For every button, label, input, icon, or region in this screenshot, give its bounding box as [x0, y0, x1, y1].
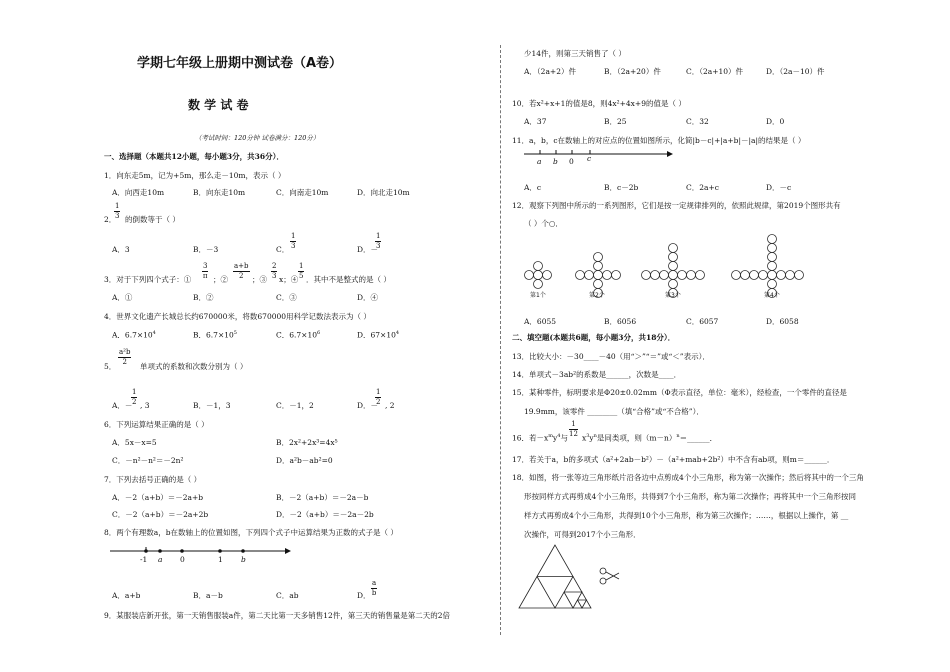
- q8-option-a[interactable]: A．a+b: [112, 591, 141, 600]
- q12-option-c[interactable]: C．6057: [686, 317, 719, 326]
- q3-option-d[interactable]: D．④: [357, 293, 379, 302]
- q14: 14．单项式－3ab²的系数是______，次数是____．: [512, 370, 682, 379]
- q12-label-1: 第1个: [530, 292, 546, 299]
- q9-option-c[interactable]: C．（2a+10）件: [686, 67, 744, 76]
- q3-option-c[interactable]: C．③: [276, 293, 297, 302]
- q13: 13．比较大小：－30____－40（用“＞”“＝”或“＜”表示）．: [512, 352, 710, 361]
- q11-option-b[interactable]: B．c－2b: [604, 183, 639, 192]
- q6-option-a[interactable]: A．5x－x=5: [112, 438, 157, 447]
- q18-triangle-figure: [515, 543, 625, 613]
- pattern-2: [576, 253, 621, 298]
- q3-part-2: ；②: [213, 275, 228, 284]
- q10-option-d[interactable]: D．0: [766, 117, 785, 126]
- q4-option-a[interactable]: A．$6.7\times 10^4$: [112, 330, 156, 340]
- q1-option-d[interactable]: D．向北走10m: [357, 188, 410, 197]
- pattern-3: [642, 244, 705, 298]
- q9-option-d[interactable]: D．（2a－10）件: [766, 67, 825, 76]
- q10-option-c[interactable]: C．32: [686, 117, 709, 126]
- q11-option-c[interactable]: C．2a+c: [686, 183, 719, 192]
- q11-option-d[interactable]: D．－c: [766, 183, 792, 192]
- q12-option-a[interactable]: A．6055: [524, 317, 557, 326]
- q11-number-line: [524, 148, 674, 162]
- q3-part-4: x；④: [279, 275, 299, 284]
- section-2-heading: 二、填空题(本题共6题，每小题3分，共18分）．: [512, 333, 676, 342]
- pattern-1: [525, 262, 552, 289]
- q12-label-2: 第2个: [589, 292, 605, 299]
- q5-option-d[interactable]: D．－: [357, 401, 379, 410]
- q3-stem: 3．对于下列四个式子：①: [104, 275, 192, 284]
- q5-d-fraction: $\frac{1}{2}$: [376, 388, 381, 406]
- q2-option-a[interactable]: A．3: [112, 245, 130, 254]
- q8-d-fraction: $\frac{a}{b}$: [371, 579, 377, 597]
- q7-option-a[interactable]: A．－2（a+b）＝－2a+b: [112, 493, 204, 502]
- q2-fraction: $\frac{1}{3}$: [115, 202, 120, 220]
- q6-option-d[interactable]: D．a²b－ab²=0: [276, 456, 333, 465]
- q2-option-d[interactable]: D．－: [357, 245, 379, 254]
- q11-axis-label-c: c: [587, 154, 592, 163]
- q5-a-fraction: $\frac{1}{2}$: [132, 388, 137, 406]
- q2-option-c[interactable]: C．: [276, 245, 290, 254]
- q5-option-a-tail: , 3: [140, 401, 150, 410]
- q7-option-b[interactable]: B．－2（a+b）＝－2a－b: [276, 493, 369, 502]
- q12-option-b[interactable]: B．6056: [604, 317, 637, 326]
- q3-tail: ．其中不是整式的是（ ）: [306, 275, 391, 284]
- pattern-4: [732, 235, 804, 298]
- q12-option-d[interactable]: D．6058: [766, 317, 799, 326]
- exam-info: （考试时间：120分钟 试卷满分：120分）: [195, 134, 320, 142]
- q4-option-d[interactable]: D．$67\times 10^4$: [357, 330, 400, 340]
- q3-option-b[interactable]: B．②: [193, 293, 214, 302]
- q11-axis-label-b: b: [553, 157, 558, 166]
- q3-frac-2: $\frac{a+b}{2}$: [234, 262, 249, 280]
- q12-label-3: 第3个: [665, 292, 681, 299]
- q18-line-1: 18．如图，将一张等边三角形纸片沿各边中点剪成4个小三角形，称为第一次操作；然后将其中的一个三角: [512, 473, 864, 482]
- q10-option-a[interactable]: A．37: [524, 117, 547, 126]
- q7-stem: 7．下列去括号正确的是（ ）: [104, 475, 202, 484]
- q12-stem-2: （ ）个○．: [524, 219, 563, 228]
- q8-axis-label-b: b: [241, 555, 246, 564]
- q9-option-b[interactable]: B．（2a+20）件: [604, 67, 661, 76]
- q18-line-4: 次操作，可得到2017个小三角形．: [524, 530, 641, 539]
- q5-option-c[interactable]: C．－1，2: [276, 401, 314, 410]
- q11-option-a[interactable]: A．c: [524, 183, 542, 192]
- q5-fraction: $\frac{\text{a²b}}{2}$: [119, 348, 131, 366]
- q11-axis-label-a: a: [537, 157, 542, 166]
- paper-subtitle: 数 学 试 卷: [188, 98, 249, 112]
- q16-fraction: $\frac{1}{12}$: [569, 420, 578, 438]
- q4-stem: 4．世界文化遗产长城总长约670000米，将数670000用科学记数法表示为（ ）: [104, 312, 371, 321]
- q7-option-c[interactable]: C．－2（a+b）＝－2a+2b: [112, 510, 209, 519]
- q2-stem: 的倒数等于（ ）: [125, 215, 180, 224]
- column-divider: [500, 45, 502, 635]
- q6-option-c[interactable]: C．－n²－n²＝－2n²: [112, 456, 184, 465]
- q18-line-2: 形按同样方式再剪成4个小三角形，共得到7个小三角形，称为第二次操作；再将其中一个三角形按同: [524, 492, 857, 501]
- q11-axis-label-0: 0: [569, 157, 574, 166]
- q11-stem: 11．a，b，c在数轴上的对应点的位置如图所示，化简|b－c|+|a+b|－|a|的结果是（ ）: [512, 136, 806, 145]
- q12-label-4: 第4个: [764, 292, 780, 299]
- q4-option-b[interactable]: B．$6.7\times 10^5$: [193, 330, 237, 340]
- q8-axis-label-a: a: [158, 555, 163, 564]
- q5-option-a[interactable]: A．－: [112, 401, 133, 410]
- q2-option-b[interactable]: B．－3: [193, 245, 219, 254]
- q8-axis-label-neg1: -1: [140, 555, 148, 564]
- scissors-icon: [600, 568, 619, 584]
- q8-axis-label-0: 0: [180, 555, 185, 564]
- q4-option-c[interactable]: C．$6.7\times 10^6$: [276, 330, 321, 340]
- q7-option-d[interactable]: D．－2（a+b）＝－2a－2b: [276, 510, 374, 519]
- q10-stem: 10．若x²+x+1的值是8，则4x²+4x+9的值是（ ）: [512, 99, 686, 108]
- q18-line-3: 样方式再剪成4个小三角形，共得到10个小三角形，称为第三次操作；……，根据以上操作，第 __: [524, 511, 849, 520]
- q8-stem: 8．两个有理数a，b在数轴上的位置如图，下列四个式子中运算结果为正数的式子是（ ）: [104, 528, 398, 537]
- q1-option-c[interactable]: C．向南走10m: [276, 188, 329, 197]
- q3-frac-3: $\frac{2}{3}$: [272, 262, 277, 280]
- section-1-heading: 一、选择题（本题共12小题，每小题3分，共36分）．: [104, 152, 284, 161]
- q15-line-2: 19.9mm，该零件 ________（填“合格”或“不合格”）．: [524, 407, 704, 416]
- q2-number: 2．: [104, 215, 117, 224]
- q5-option-d-tail: , 2: [385, 401, 395, 410]
- q1-option-a[interactable]: A．向西走10m: [112, 188, 165, 197]
- q9-stem: 9．某服装店新开张，第一天销售服装a件，第二天比第一天多销售12件，第三天的销售量是第二天的2倍: [104, 611, 451, 620]
- q6-option-b[interactable]: B．2x²+2x³=4x⁵: [276, 438, 338, 447]
- q12-stem-1: 12．观察下列图中所示的一系列图形，它们是按一定规律排列的，依照此规律，第2019个图形共有: [512, 201, 841, 210]
- q15-line-1: 15．某种零件，标明要求是Φ20±0.02mm（Φ表示直径，单位：毫米），经检查，一个零件的直径是: [512, 388, 847, 397]
- q1-option-b[interactable]: B．向东走10m: [193, 188, 246, 197]
- q9-option-a[interactable]: A．（2a+2）件: [524, 67, 576, 76]
- q6-stem: 6．下列运算结果正确的是（ ）: [104, 420, 209, 429]
- q5-number: 5．: [104, 362, 117, 371]
- q8-option-c[interactable]: C．ab: [276, 591, 299, 600]
- q2-c-fraction: $\frac{1}{3}$: [291, 232, 296, 250]
- q8-option-d[interactable]: D．: [357, 591, 371, 600]
- q5-stem: 单项式的系数和次数分别为（ ）: [140, 362, 248, 371]
- q8-option-b[interactable]: B．a－b: [193, 591, 223, 600]
- q16: 16．若$-x^my^4$与: [512, 433, 568, 443]
- q9-stem-cont: 少14件，则第三天销售了（ ）: [524, 49, 626, 58]
- q5-option-b[interactable]: B．－1，3: [193, 401, 231, 410]
- q17: 17．若关于a，b的多项式（a²+2ab－b²）－（a²+mab+2b²）中不含有ab项，则m＝______．: [512, 455, 835, 464]
- q3-part-3: ；③: [252, 275, 267, 284]
- q3-frac-4: $\frac{1}{5}$: [299, 262, 304, 280]
- q10-option-b[interactable]: B．25: [604, 117, 627, 126]
- q16-tail: $x^3y^n$是同类项，则$(m-n)^n=\_\_\_\_\_\_$．: [582, 433, 718, 443]
- exam-title: 学期七年级上册期中测试卷（A卷）: [137, 56, 343, 71]
- q3-frac-1: $\frac{3}{\pi}$: [202, 262, 208, 280]
- q8-number-line: [110, 543, 290, 569]
- q3-option-a[interactable]: A．①: [112, 293, 133, 302]
- q8-axis-label-1: 1: [218, 555, 223, 564]
- q2-d-fraction: $\frac{1}{3}$: [376, 232, 381, 250]
- q1-stem: 1．向东走5m，记为+5m，那么走－10m，表示（ ）: [104, 171, 286, 180]
